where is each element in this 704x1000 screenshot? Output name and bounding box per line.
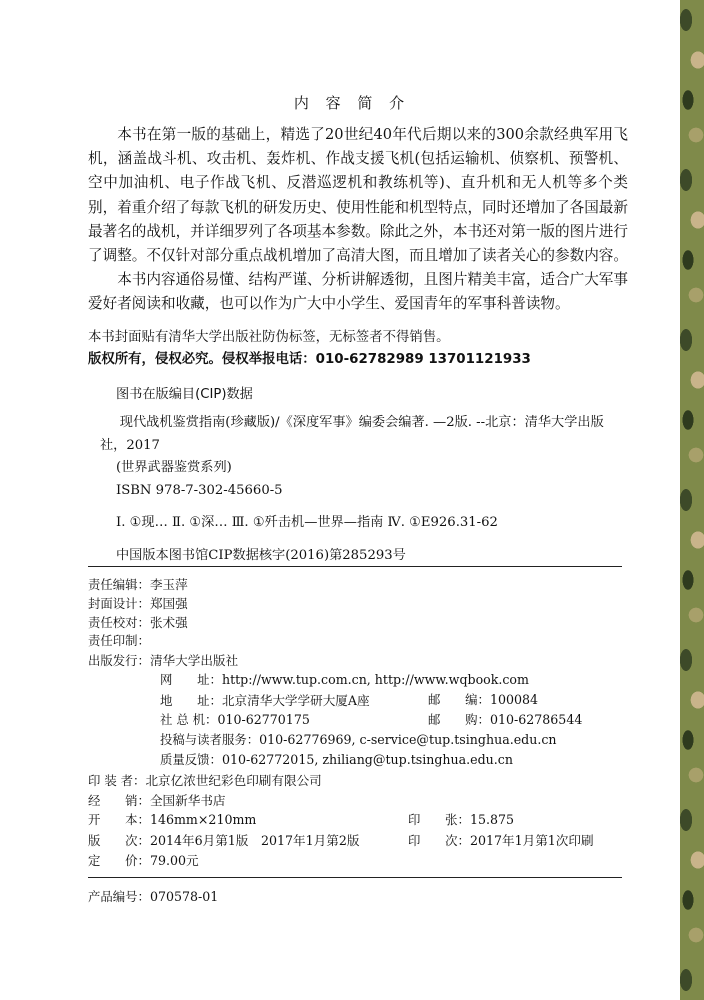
credit-sheets: 印 张：15.875 <box>408 812 515 827</box>
divider-top <box>88 566 622 567</box>
credit-price: 定 价：79.00元 <box>88 853 199 868</box>
product-code-line: 产品编号：070578-01 <box>88 889 219 904</box>
credit-quality: 质量反馈：010-62772015, zhiliang@tup.tsinghua.edu.cn <box>160 752 513 767</box>
credit-editor: 责任编辑：李玉萍 <box>88 577 188 592</box>
cip-record-line: 中国版本图书馆CIP数据核字(2016)第285293号 <box>116 547 406 563</box>
intro-section <box>88 123 628 317</box>
credit-switchboard: 社 总 机：010-62770175 <box>160 712 310 727</box>
credit-zip: 邮 编：100084 <box>428 692 539 707</box>
cip-title-line: 现代战机鉴赏指南(珍藏版)/《深度军事》编委会编著. —2版. --北京：清华大学出版社，2017 <box>100 415 604 453</box>
credit-print: 责任印制： <box>88 633 150 648</box>
credit-distributor: 经 销：全国新华书店 <box>88 793 226 808</box>
credit-proof: 责任校对：张术强 <box>88 615 188 630</box>
cip-block <box>100 412 620 567</box>
cip-heading: 图书在版编目(CIP)数据 <box>116 387 253 402</box>
camouflage-edge-strip <box>680 0 704 1000</box>
credit-publisher: 出版发行：清华大学出版社 <box>88 653 239 668</box>
cip-series-line: (世界武器鉴赏系列) <box>116 460 232 475</box>
divider-bottom <box>88 877 622 878</box>
page-title: 内 容 简 介 <box>293 94 411 112</box>
credit-printing: 印 次：2017年1月第1次印刷 <box>408 833 594 848</box>
credit-mail-order: 邮 购：010-62786544 <box>428 712 583 727</box>
credit-format: 开 本：146mm×210mm <box>88 812 257 827</box>
intro-paragraph-1: 本书在第一版的基础上，精选了20世纪40年代后期以来的300余款经典军用飞机，涵盖战斗机、攻击机、轰炸机、作战支援飞机(包括运输机、侦察机、预警机、空中加油机、电子作战飞机、反潜巡逻机和教练机等)、直升机和无人机等多个类别，着重介绍了每款飞机的研发历史、使用性能和机型特点，同时还增加了各国最新最著名的战机，并详细罗列了各项基本参数。除此之外，本书还对第一版的图片进行了调整。不仅针对部分重点战机增加了高清大图，而且增加了读者关心的参数内容。 <box>88 126 628 265</box>
credit-printer: 印 装 者：北京亿浓世纪彩色印刷有限公司 <box>88 773 322 788</box>
cip-isbn-line: ISBN 978-7-302-45660-5 <box>116 482 283 498</box>
copyright-notice: 版权所有，侵权必究。侵权举报电话：010-62782989 13701121933 <box>88 352 531 367</box>
credit-edition: 版 次：2014年6月第1版 2017年1月第2版 <box>88 833 360 848</box>
credit-address: 地 址：北京清华大学学研大厦A座 <box>160 693 370 708</box>
cip-classification-line: Ⅰ. ①现… Ⅱ. ①深… Ⅲ. ①歼击机—世界—指南 Ⅳ. ①E926.31-62 <box>116 515 498 530</box>
credit-web: 网 址：http://www.tup.com.cn, http://www.wqbook.com <box>160 672 529 687</box>
anti-counterfeit-notice: 本书封面贴有清华大学出版社防伪标签，无标签者不得销售。 <box>88 330 450 345</box>
credit-cover: 封面设计：郑国强 <box>88 596 188 611</box>
intro-paragraph-2: 本书内容通俗易懂、结构严谨、分析讲解透彻，且图片精美丰富，适合广大军事爱好者阅读和收藏，也可以作为广大中小学生、爱国青年的军事科普读物。 <box>88 271 628 313</box>
credit-submission: 投稿与读者服务：010-62776969, c-service@tup.tsinghua.edu.cn <box>160 732 557 747</box>
